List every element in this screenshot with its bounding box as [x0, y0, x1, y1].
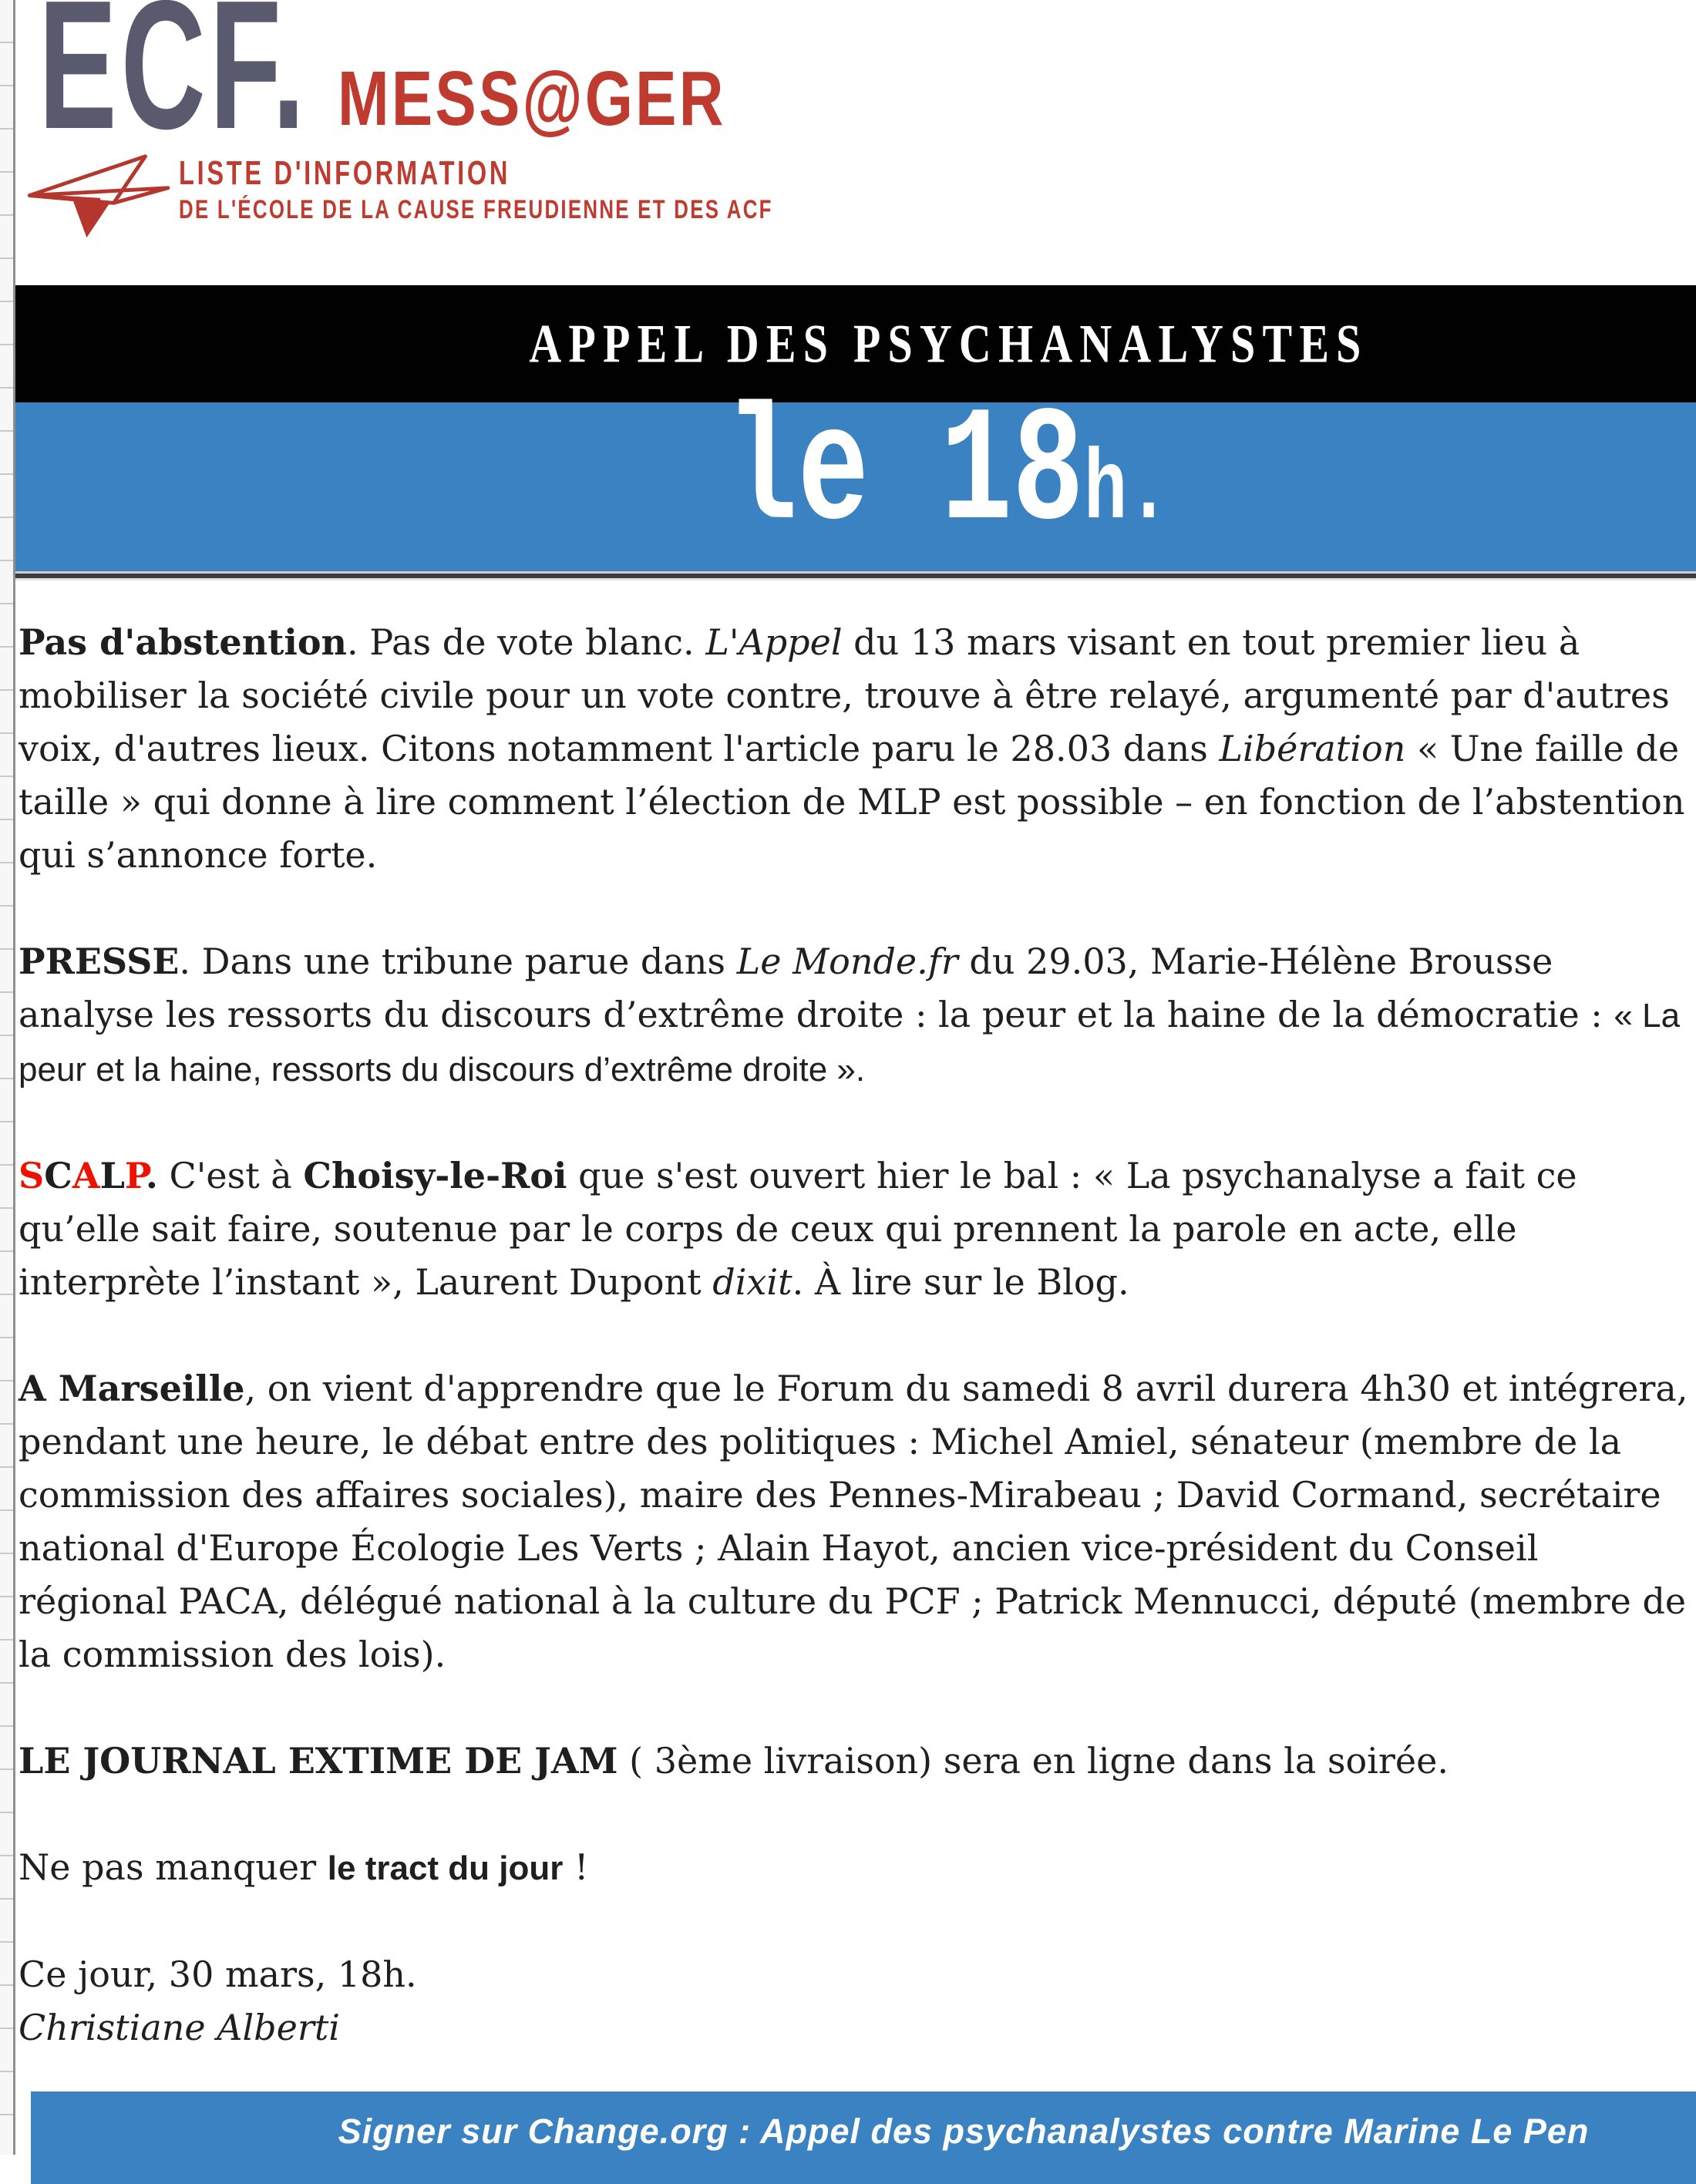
text-run: du 29.03, Marie-Hélène Brousse analyse les ressorts du discours d’extrême droite : la peur et la haine de la démocratie : [19, 941, 1614, 1035]
text-run: Ce jour, 30 mars, 18h. [19, 1953, 417, 1995]
paragraph [19, 1362, 1688, 1681]
text-run: du 13 mars visant en tout premier lieu à mobiliser la société civile pour un vote contre, trouve à être relayé, argumenté par d'autres voix, d'autres lieux. Citons notamment l'article paru le 28.03 dans [19, 621, 1670, 769]
text-run: Ne pas manquer [19, 1846, 328, 1888]
newsletter [15, 0, 1696, 2151]
text-run: L [99, 1155, 125, 1196]
paragraph [19, 1948, 1688, 2054]
text-run: ( 3ème livraison) sera en ligne dans la soirée. [617, 1740, 1449, 1782]
tagline-line1: LISTE D'INFORMATION [179, 154, 511, 192]
text-run: C [44, 1155, 72, 1196]
paragraph [19, 935, 1688, 1096]
text-run: C'est à [157, 1155, 304, 1196]
text-run: dixit [712, 1261, 792, 1303]
blue-banner-title-main: le 18 [725, 382, 1085, 567]
text-run: Libération [1219, 728, 1406, 769]
inline-link[interactable]: le tract du jour [327, 1849, 564, 1887]
blue-banner-title [725, 382, 1171, 571]
text-run: Pas d'abstention [19, 621, 347, 663]
footer-change-org-link[interactable]: Signer sur Change.org : Appel des psychanalystes contre Marine Le Pen [338, 2112, 1590, 2151]
text-run: L'Appel [705, 621, 843, 663]
blue-banner [15, 382, 1696, 571]
text-run: . Dans une tribune parue dans [179, 941, 737, 982]
text-run: Le Monde.fr [736, 941, 958, 982]
text-run: S [19, 1155, 45, 1196]
paragraph [19, 616, 1688, 882]
text-run: « Une faille de taille » qui donne à lire comment l’élection de MLP est possible – en fonction de l’abstention qui s’annonce forte. [19, 728, 1685, 876]
text-run: PRESSE [19, 941, 180, 982]
paper-plane-icon [23, 149, 177, 243]
text-run: . À lire sur le Blog. [792, 1261, 1129, 1303]
text-run: A Marseille [19, 1368, 245, 1409]
logo-messager: MESS@GER [338, 56, 726, 142]
tagline-line2: DE L'ÉCOLE DE LA CAUSE FREUDIENNE ET DES ACF [179, 195, 773, 224]
plane-keel [72, 197, 111, 237]
text-run: que s'est ouvert hier le bal : « La psychanalyse a fait ce qu’elle sait faire, soutenue par le corps de ceux qui prennent la parole en acte, elle interprète l’instant », Laurent Dupont [19, 1155, 1577, 1303]
text-run: ! [563, 1846, 589, 1888]
paragraph [19, 1841, 1688, 1895]
black-banner-title: APPEL DES PSYCHANALYSTES [528, 313, 1368, 374]
inline-link[interactable]: « La peur et la haine, ressorts du discours d’extrême droite ». [19, 997, 1681, 1089]
text-run: A [72, 1155, 100, 1196]
text-run: LE JOURNAL EXTIME DE JAM [19, 1740, 618, 1782]
footer-bar [31, 2091, 1696, 2184]
text-run: , on vient d'apprendre que le Forum du samedi 8 avril durera 4h30 et intégrera, pendant une heure, le débat entre des politiques : Michel Amiel, sénateur (membre de la commission des affaires sociales), maire des Pennes-Mirabeau ; David Cormand, secrétaire national d'Europe Écologie Les Verts ; Alain Hayot, ancien vice-président du Conseil régional PACA, délégué national à la culture du PCF ; Patrick Mennucci, député (membre de la commission des lois). [19, 1368, 1688, 1675]
logo-ecf: ECF. [39, 0, 309, 167]
text-run: . [145, 1155, 158, 1196]
paragraph [19, 1735, 1688, 1788]
header-logo-block [15, 0, 1696, 285]
text-run: Christiane Alberti [19, 2007, 341, 2048]
horizontal-rule [15, 571, 1696, 580]
text-run: P [124, 1155, 146, 1196]
article-body [15, 580, 1688, 2054]
paragraph [19, 1149, 1688, 1309]
blue-banner-title-suffix: h. [1084, 436, 1171, 547]
text-run: Choisy-le-Roi [303, 1155, 567, 1196]
text-run: . Pas de vote blanc. [347, 621, 706, 663]
window-ruler-strip [0, 0, 15, 2155]
